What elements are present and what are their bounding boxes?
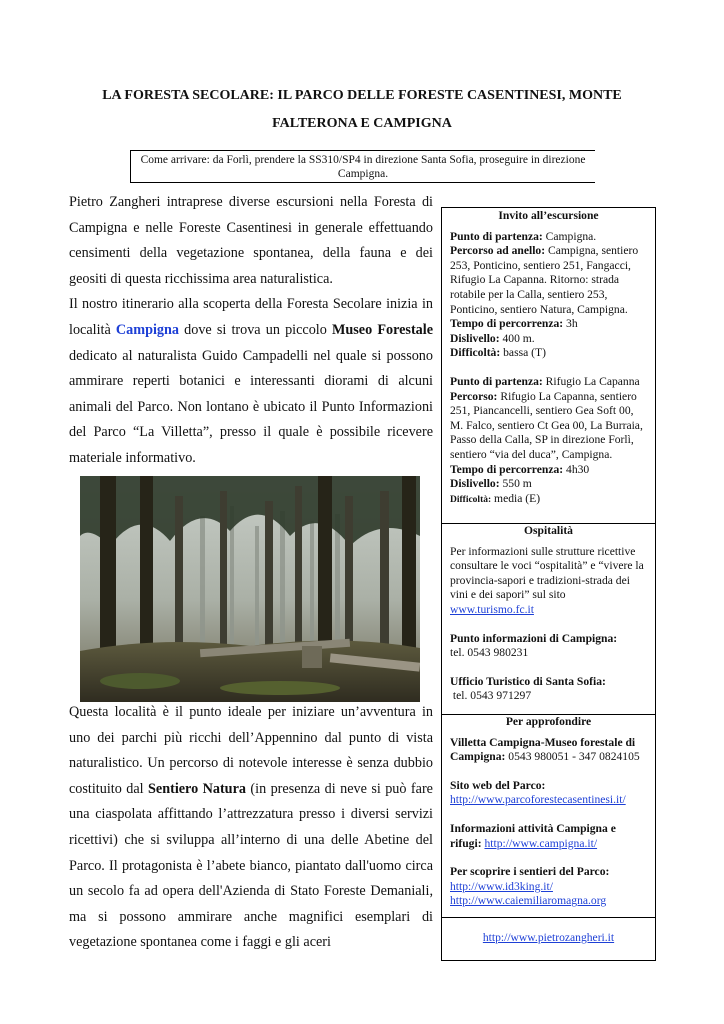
label: Percorso:	[450, 389, 498, 403]
spacer	[450, 808, 649, 822]
value: Rifugio La Capanna, sentiero 251, Piancancelli, sentiero Gea Soft 00, M. Falco, sentiero Ct Gea 00, La Burraia, Passo della Calla, SP in direzione Forlì, sentiero “via del duca”, Campigna.	[450, 389, 643, 461]
ufficio-turistico-tel: tel. 0543 971297	[450, 689, 532, 703]
p2-text-b: dove si trova un piccolo	[178, 321, 332, 338]
punto-informazioni-label: Punto informazioni di Campigna:	[450, 631, 618, 645]
value: 3h	[563, 317, 578, 331]
label: Tempo di percorrenza:	[450, 462, 564, 476]
route-1-start	[450, 230, 649, 245]
campigna-highlight: Campigna	[115, 321, 179, 338]
ospitalita-title: Ospitalità	[524, 524, 573, 537]
value: 400 m.	[499, 331, 535, 345]
info-campigna	[450, 822, 649, 851]
value: Campigna.	[542, 229, 597, 243]
invito-title: Invito all’escursione	[498, 209, 599, 222]
parco-link[interactable]: http://www.parcoforestecasentinesi.it/	[450, 793, 626, 807]
paragraph-1: Pietro Zangheri intraprese diverse escursioni nella Foresta di Campigna e nelle Foreste Casentinesi in generale effettuando censimenti della vegetazione spontanea, della fauna e dei geositi di questa ricchissima area naturalistica.	[69, 194, 433, 287]
approfondire-body	[442, 730, 655, 909]
value: Rifugio La Capanna	[542, 374, 640, 388]
intro-text	[69, 190, 433, 472]
label: Dislivello:	[450, 477, 500, 491]
value: 0543 980051 - 347 0824105	[505, 750, 640, 764]
label: Informazioni attività Campigna e rifugi:	[450, 821, 616, 850]
ospitalita-section	[442, 523, 655, 715]
spacer	[450, 851, 649, 865]
forest-photo-icon	[80, 476, 420, 702]
route-2-path	[450, 390, 649, 463]
label: Punto di partenza:	[450, 229, 543, 243]
campigna-link[interactable]: http://www.campigna.it/	[484, 836, 598, 850]
id3king-link[interactable]: http://www.id3king.it/	[450, 879, 553, 893]
spacer	[450, 618, 649, 632]
approfondire-title: Per approfondire	[505, 715, 592, 728]
route-2-start	[450, 375, 649, 390]
villetta-info	[450, 736, 649, 765]
info-sidebar	[441, 207, 656, 961]
paragraph-2	[69, 292, 433, 471]
route-1-difficulty	[450, 346, 649, 361]
label: Percorso ad anello:	[450, 244, 546, 258]
route-1-path	[450, 244, 649, 317]
invito-section	[442, 208, 655, 524]
p2-text-a: Il nostro itinerario alla scoperta della Foresta Secolare inizia in località	[69, 296, 433, 338]
sentiero-natura-highlight: Sentiero Natura	[148, 780, 246, 797]
pietrozangheri-link[interactable]: http://www.pietrozangheri.it	[482, 931, 615, 944]
sentieri-label: Per scoprire i sentieri del Parco:	[450, 865, 610, 879]
cai-link[interactable]: http://www.caiemiliaromagna.org	[450, 894, 607, 908]
forest-photo	[80, 476, 420, 702]
label: Difficoltà:	[450, 494, 492, 505]
value: 550 m	[499, 477, 532, 491]
directions-box	[130, 150, 595, 183]
spacer	[450, 765, 649, 779]
footer-link-section	[442, 917, 655, 960]
route-2-elevation	[450, 477, 649, 492]
footer-link-wrap	[442, 917, 655, 946]
route-2-time	[450, 463, 649, 478]
text: Per informazioni sulle strutture ricettive consultare le voci “ospitalità” e “vivere la provincia-sapori e tradizioni-strada dei vini e dei sapori” sul sito	[450, 544, 644, 602]
spacer	[450, 661, 649, 675]
p2-text-c: dedicato al naturalista Guido Campadelli nel quale si possono ammirare reperti botanici e interessanti diorami di alcuni animali del Parco. Non lontano è ubicato il Punto Informazioni del Parco “La Villetta”, presso il quale è possibile ricevere materiale informativo.	[69, 347, 433, 466]
route-1-time	[450, 317, 649, 332]
museo-forestale-highlight: Museo Forestale	[331, 321, 433, 338]
p3-text-b: (in presenza di neve si può fare una ciaspolata affittando l’attrezzatura presso i diversi servizi ricettivi) che si sviluppa all’interno di una delle Abetine del Parco. Il protagonista è l’abete bianco, piantato dall'uomo circa un secolo fa ad opera dell'Azienda di Stato Foreste Demaniali, ma si possono ammirare anche magnifici esemplari di vegetazione spontanea come i faggi e gli aceri	[69, 780, 433, 951]
label: Tempo di percorrenza:	[450, 317, 564, 331]
p3-text-a: Questa località è il punto ideale per iniziare un’avventura in uno dei parchi più ricchi dell’Appennino dal punto di vista naturalistico. Un percorso di notevole interesse è senza dubbio costituito dal	[69, 704, 433, 797]
ufficio-turistico-label: Ufficio Turistico di Santa Sofia:	[450, 674, 606, 688]
page-title	[60, 82, 664, 138]
route-2-difficulty	[450, 492, 649, 508]
sito-parco-label: Sito web del Parco:	[450, 778, 546, 792]
title-line-1: LA FORESTA SECOLARE: IL PARCO DELLE FORESTE CASENTINESI, MONTE	[102, 88, 622, 103]
value: Campigna, sentiero 253, Ponticino, sentiero 251, Fangacci, Rifugio La Capanna. Ritorno: strada rotabile per la Calla, sentiero 253, Ponticino, sentiero Natura, Campigna.	[450, 244, 639, 316]
ospitalita-body	[442, 539, 655, 704]
label: Difficoltà:	[450, 346, 501, 360]
value: bassa (T)	[500, 346, 546, 360]
value: 4h30	[563, 462, 590, 476]
spacer	[450, 361, 649, 375]
body-text	[69, 700, 433, 956]
label: Dislivello:	[450, 331, 500, 345]
label: Punto di partenza:	[450, 374, 543, 388]
paragraph-3	[69, 700, 433, 956]
approfondire-section	[442, 714, 655, 918]
ospitalita-text	[450, 545, 649, 618]
invito-body	[442, 224, 655, 508]
route-1-elevation	[450, 332, 649, 347]
punto-informazioni-tel: tel. 0543 980231	[450, 646, 529, 660]
label: Villetta Campigna-Museo forestale di Campigna:	[450, 735, 636, 764]
value: media (E)	[491, 491, 541, 505]
title-line-2: FALTERONA E CAMPIGNA	[272, 116, 452, 131]
directions-text: Come arrivare: da Forlì, prendere la SS310/SP4 in direzione Santa Sofia, proseguire in direzione Campigna.	[140, 154, 586, 180]
turismo-link[interactable]: www.turismo.fc.it	[450, 602, 534, 616]
